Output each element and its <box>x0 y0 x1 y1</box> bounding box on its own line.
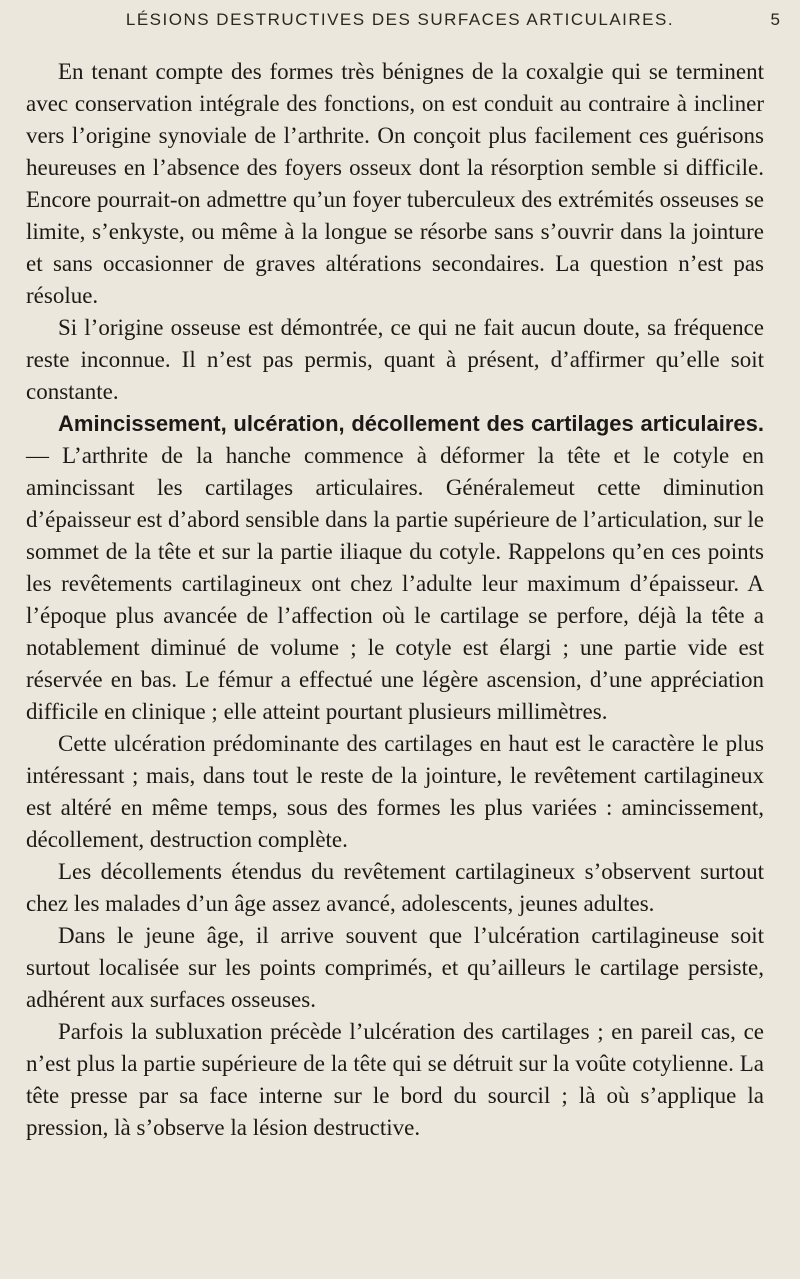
paragraph: En tenant compte des formes très bénignes de la coxalgie qui se terminent avec conservation intégrale des fonctions, on est conduit au contraire à incliner vers l’origine synoviale de l’arthrite. On conçoit plus facilement ces guérisons heureuses en l’absence des foyers osseux dont la résorption semble si difficile. Encore pourrait-on admettre qu’un foyer tuberculeux des extrémités osseuses se limite, s’enkyste, ou même à la longue se résorbe sans s’ouvrir dans la jointure et sans occasionner de graves altérations secondaires. La question n’est pas résolue. <box>26 59 764 308</box>
running-title: LÉSIONS DESTRUCTIVES DES SURFACES ARTICULAIRES. <box>125 10 675 29</box>
paragraph: Les décollements étendus du revêtement cartilagineux s’observent surtout chez les malades d’un âge assez avancé, adolescents, jeunes adultes. <box>26 859 764 916</box>
body-text <box>26 56 764 1144</box>
paragraph: Dans le jeune âge, il arrive souvent que l’ulcération cartilagineuse soit surtout localisée sur les points comprimés, et qu’ailleurs le cartilage persiste, adhérent aux surfaces osseuses. <box>26 923 764 1012</box>
paragraph: Si l’origine osseuse est démontrée, ce qui ne fait aucun doute, sa fréquence reste inconnue. Il n’est pas permis, quant à présent, d’affirmer qu’elle soit constante. <box>26 315 764 404</box>
running-head <box>0 10 800 40</box>
paragraph: Cette ulcération prédominante des cartilages en haut est le caractère le plus intéressant ; mais, dans tout le reste de la jointure, le revêtement cartilagineux est altéré en même temps, sous des formes les plus variées : amincissement, décollement, destruction complète. <box>26 731 764 852</box>
section-heading: Amincissement, ulcération, décollement des cartilages articulaires. <box>58 411 764 436</box>
paragraph-with-heading <box>26 408 764 728</box>
page-number: 5 <box>770 10 780 29</box>
paragraph: Parfois la subluxation précède l’ulcération des cartilages ; en pareil cas, ce n’est plus la partie supérieure de la tête qui se détruit sur la voûte cotylienne. La tête presse par sa face interne sur le bord du sourcil ; là où s’applique la pression, là s’observe la lésion destructive. <box>26 1019 764 1140</box>
paragraph-text: — L’arthrite de la hanche commence à déformer la tête et le cotyle en amincissant les cartilages articulaires. Généralemeut cette diminution d’épaisseur est d’abord sensible dans la partie supérieure de l’articulation, sur le sommet de la tête et sur la partie iliaque du cotyle. Rappelons qu’en ces points les revêtements cartilagineux ont chez l’adulte leur maximum d’épaisseur. A l’époque plus avancée de l’affection où le cartilage se perfore, déjà la tête a notablement diminué de volume ; le cotyle est élargi ; une partie vide est réservée en bas. Le fémur a effectué une légère ascension, d’une appréciation difficile en clinique ; elle atteint pourtant plusieurs millimètres. <box>26 443 764 724</box>
